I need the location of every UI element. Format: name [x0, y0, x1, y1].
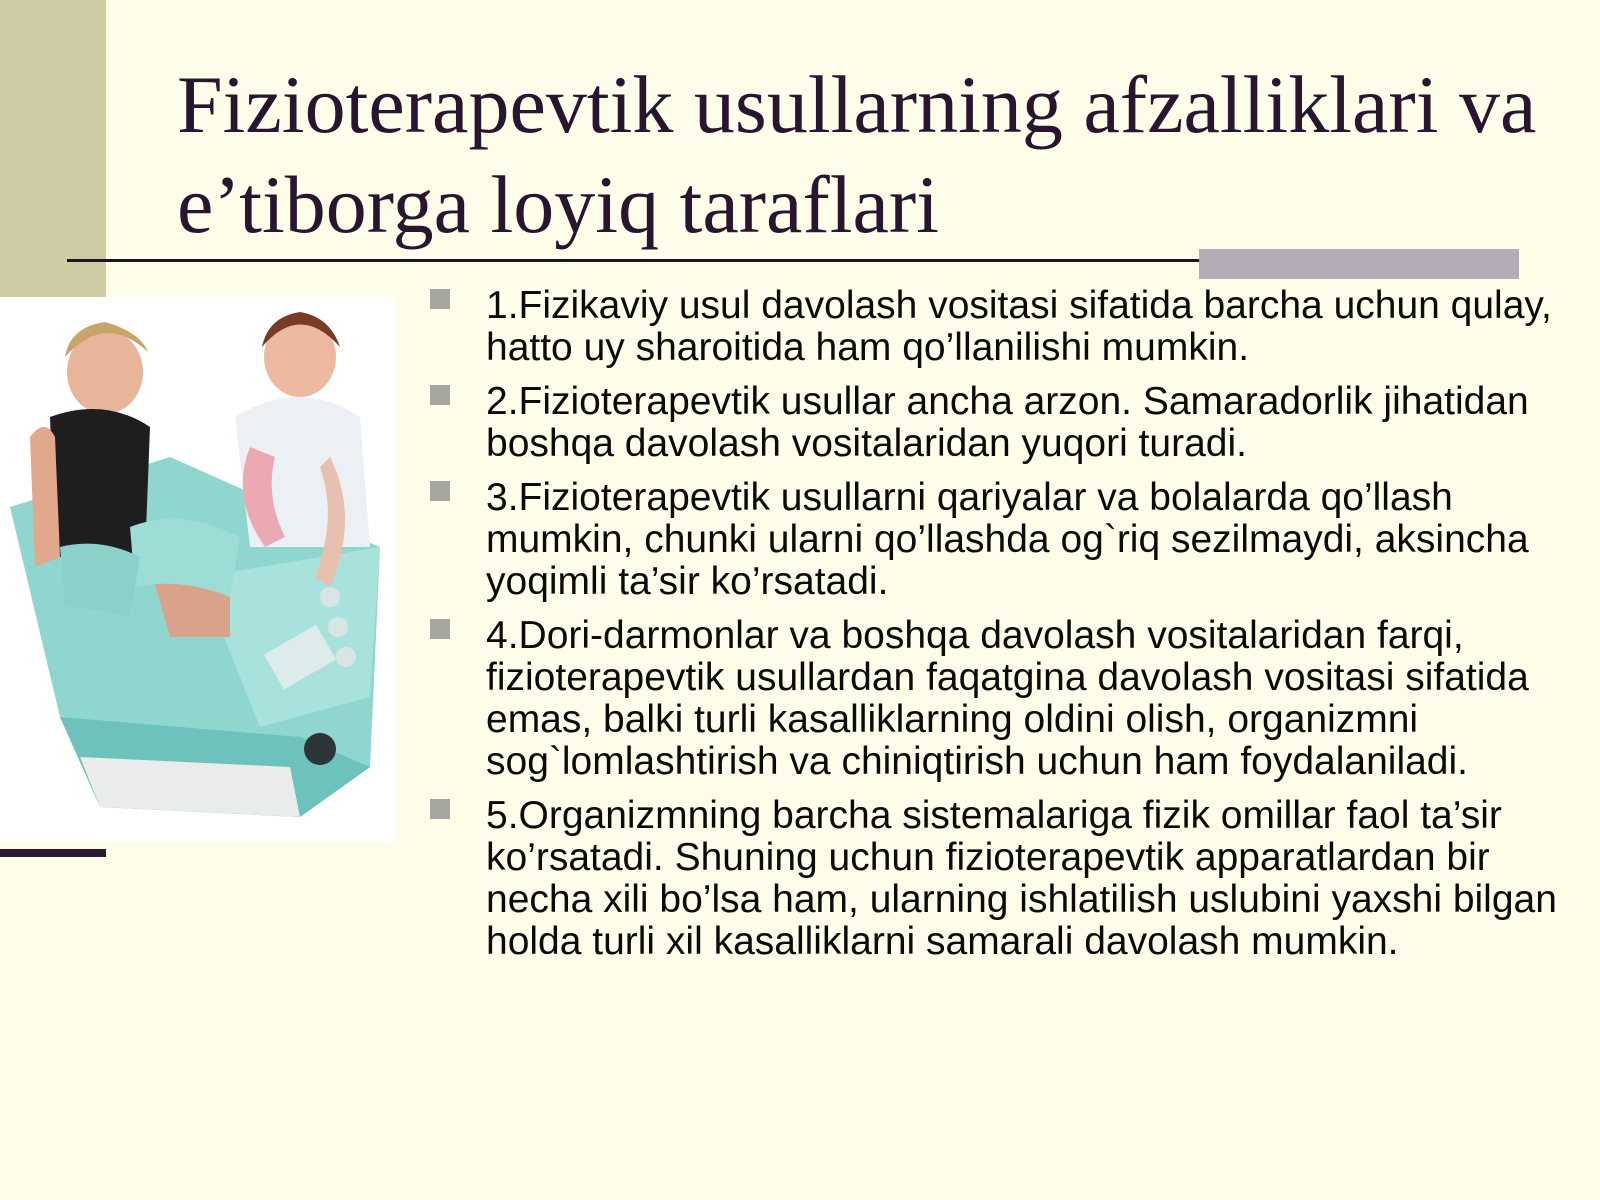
list-item	[428, 795, 1558, 963]
title-accent-bar	[1199, 249, 1519, 279]
bullet-text: 3.Fizioterapevtik usullarni qariyalar va bolalarda qo’llash mumkin, chunki ularni qo’llashda og`riq sezilmaydi, aksincha yoqimli ta’sir ko’rsatadi.	[486, 476, 1529, 603]
square-bullet-icon	[430, 385, 450, 405]
list-item	[428, 477, 1558, 603]
list-item	[428, 285, 1558, 369]
side-accent-rule	[0, 849, 106, 857]
bullet-text: 4.Dori-darmonlar va boshqa davolash vositalaridan farqi, fizioterapevtik usullardan faqatgina davolash vositasi sifatida emas, balki turli kasalliklarning oldini olish, organizmni sog`lomlashtirish va chiniqtirish uchun ham foydalaniladi.	[486, 614, 1529, 783]
square-bullet-icon	[430, 619, 450, 639]
list-item	[428, 615, 1558, 783]
list-item	[428, 381, 1558, 465]
square-bullet-icon	[430, 481, 450, 501]
square-bullet-icon	[430, 289, 450, 309]
physiotherapy-bath-photo	[0, 297, 395, 842]
slide-title: Fizioterapevtik usullarning afzalliklari va e’tiborga loyiq taraflari	[177, 59, 1537, 250]
bullet-text: 1.Fizikaviy usul davolash vositasi sifatida barcha uchun qulay, hatto uy sharoitida ham qo’llanilishi mumkin.	[486, 284, 1552, 369]
bullet-list	[428, 285, 1558, 975]
square-bullet-icon	[430, 799, 450, 819]
bullet-text: 5.Organizmning barcha sistemalariga fizik omillar faol ta’sir ko’rsatadi. Shuning uchun fizioterapevtik apparatlardan bir necha xili bo’lsa ham, ularning ishlatilish uslubini yaxshi bilgan holda turli xil kasalliklarni samarali davolash mumkin.	[486, 794, 1557, 963]
side-accent-bar	[0, 0, 106, 297]
bullet-text: 2.Fizioterapevtik usullar ancha arzon. Samaradorlik jihatidan boshqa davolash vositalaridan yuqori turadi.	[486, 380, 1529, 465]
